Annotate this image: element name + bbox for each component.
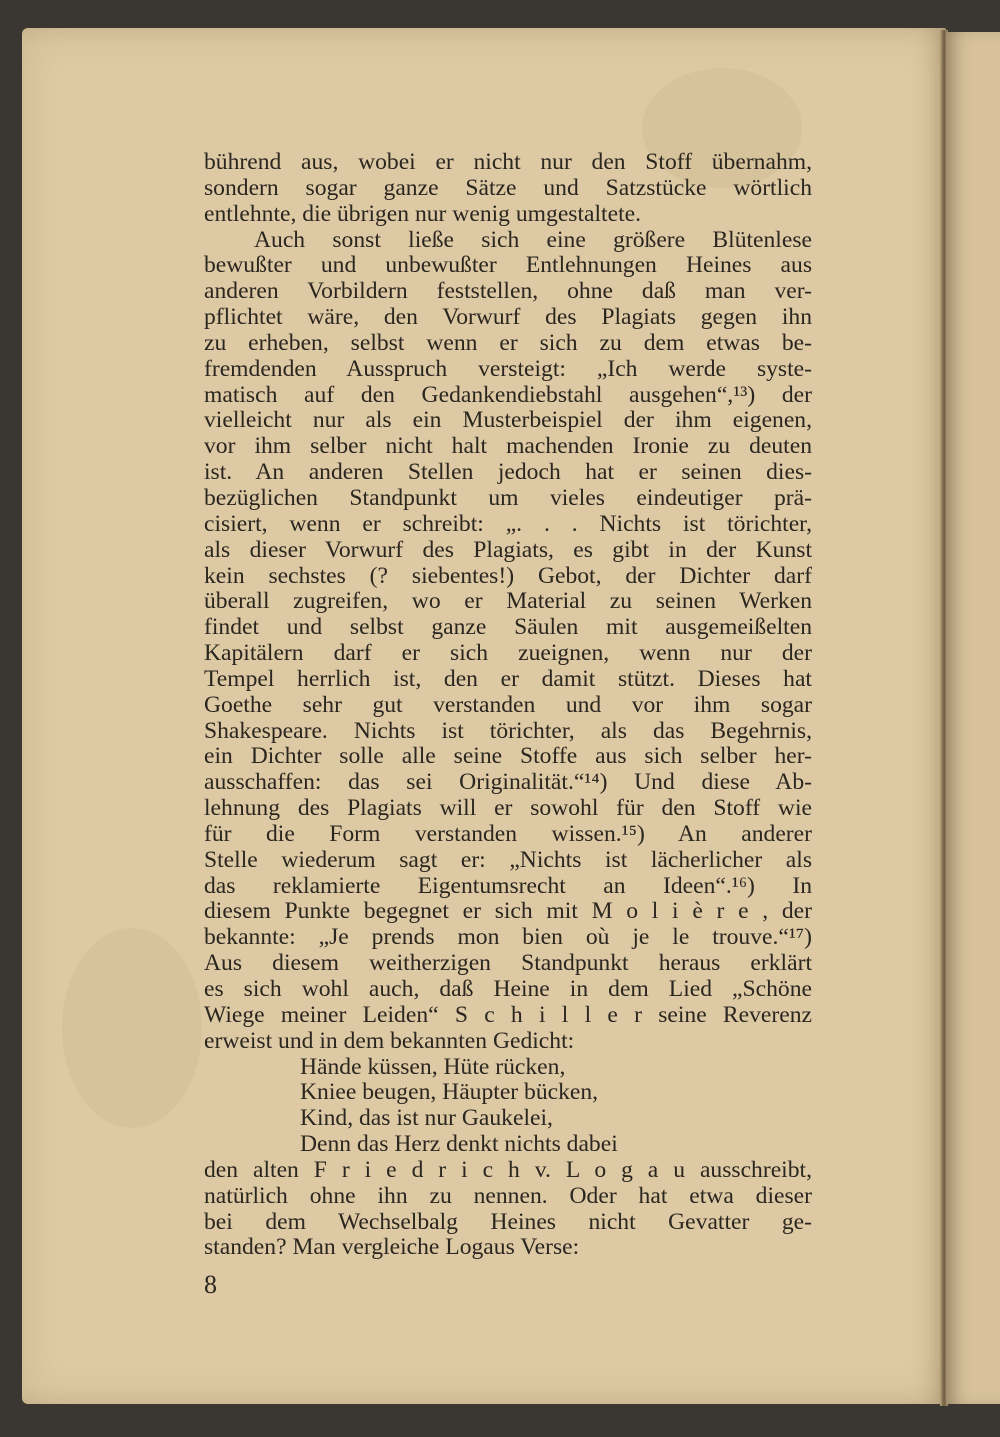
text-line: bei dem Wechselbalg Heines nicht Gevatter ge- [204, 1208, 812, 1235]
text-line: bezüglichen Standpunkt um vieles eindeutiger prä- [204, 484, 812, 511]
paper-stain [62, 928, 202, 1128]
adjacent-page-edge [946, 32, 1000, 1404]
text-line: Goethe sehr gut verstanden und vor ihm sogar [204, 691, 812, 718]
text-line: bewußter und unbewußter Entlehnungen Heines aus [204, 252, 812, 279]
text-line: Stelle wiederum sagt er: „Nichts ist lächerlicher als [204, 846, 812, 873]
text-line: natürlich ohne ihn zu nennen. Oder hat etwa dieser [204, 1182, 812, 1209]
text-line: vielleicht nur als ein Musterbeispiel der ihm eigenen, [204, 407, 812, 434]
text-line: Shakespeare. Nichts ist törichter, als das Begehrnis, [204, 717, 812, 744]
body-text [204, 150, 812, 1261]
text-line: das reklamierte Eigentumsrecht an Ideen“.¹⁶) In [204, 872, 812, 899]
verse-line: Denn das Herz denkt nichts dabei [300, 1131, 618, 1158]
verse-line: Hände küssen, Hüte rücken, [300, 1053, 566, 1080]
text-line: anderen Vorbildern feststellen, ohne daß man ver- [204, 278, 812, 305]
text-line: zu erheben, selbst wenn er sich zu dem etwas be- [204, 329, 812, 356]
text-line: Aus diesem weitherzigen Standpunkt heraus erklärt [204, 950, 812, 977]
text-line: Wiege meiner Leiden“ S c h i l l e r seine Reverenz [204, 1001, 812, 1028]
text-line: vor ihm selber nicht halt machenden Ironie zu deuten [204, 433, 812, 460]
text-line: cisiert, wenn er schreibt: „. . . Nichts ist törichter, [204, 510, 812, 537]
text-line: ist. An anderen Stellen jedoch hat er seinen dies- [204, 459, 812, 486]
text-line: lehnung des Plagiats will er sowohl für den Stoff wie [204, 795, 812, 822]
text-line: matisch auf den Gedankendiebstahl ausgehen“,¹³) der [204, 381, 812, 408]
verse-line: Kniee beugen, Häupter bücken, [300, 1079, 599, 1106]
text-line: pflichtet wäre, den Vorwurf des Plagiats gegen ihn [204, 304, 812, 331]
text-line: Tempel herrlich ist, den er damit stützt. Dieses hat [204, 665, 812, 692]
text-line: es sich wohl auch, daß Heine in dem Lied „Schöne [204, 976, 812, 1002]
text-line: bührend aus, wobei er nicht nur den Stoff übernahm, [204, 149, 812, 175]
text-line: entlehnte, die übrigen nur wenig umgestaltete. [204, 200, 642, 227]
text-line: bekannte: „Je prends mon bien où je le trouve.“¹⁷) [204, 924, 812, 951]
text-line: sondern sogar ganze Sätze und Satzstücke wörtlich [204, 174, 812, 201]
page-number: 8 [204, 1270, 217, 1299]
text-line: den alten F r i e d r i c h v. L o g a u ausschreibt, [204, 1156, 812, 1183]
text-line: ein Dichter solle alle seine Stoffe aus sich selber her- [204, 743, 812, 770]
text-line: ausschaffen: das sei Originalität.“¹⁴) Und diese Ab- [204, 769, 812, 796]
text-line: erweist und in dem bekannten Gedicht: [204, 1027, 575, 1054]
verse-line: Kind, das ist nur Gaukelei, [300, 1105, 553, 1132]
text-line: diesem Punkte begegnet er sich mit M o l i è r e , der [204, 898, 812, 925]
text-line: fremdenden Ausspruch versteigt: „Ich werde syste- [204, 355, 812, 382]
text-line: Auch sonst ließe sich eine größere Blütenlese [254, 226, 812, 253]
text-line: kein sechstes (? siebentes!) Gebot, der Dichter darf [204, 562, 812, 589]
text-line: für die Form verstanden wissen.¹⁵) An anderer [204, 820, 812, 847]
text-line: standen? Man vergleiche Logaus Verse: [204, 1234, 580, 1261]
text-line: findet und selbst ganze Säulen mit ausgemeißelten [204, 614, 812, 641]
text-line: überall zugreifen, wo er Material zu seinen Werken [204, 588, 812, 615]
text-line: als dieser Vorwurf des Plagiats, es gibt in der Kunst [204, 536, 812, 563]
text-line: Kapitälern darf er sich zueignen, wenn nur der [204, 640, 812, 667]
